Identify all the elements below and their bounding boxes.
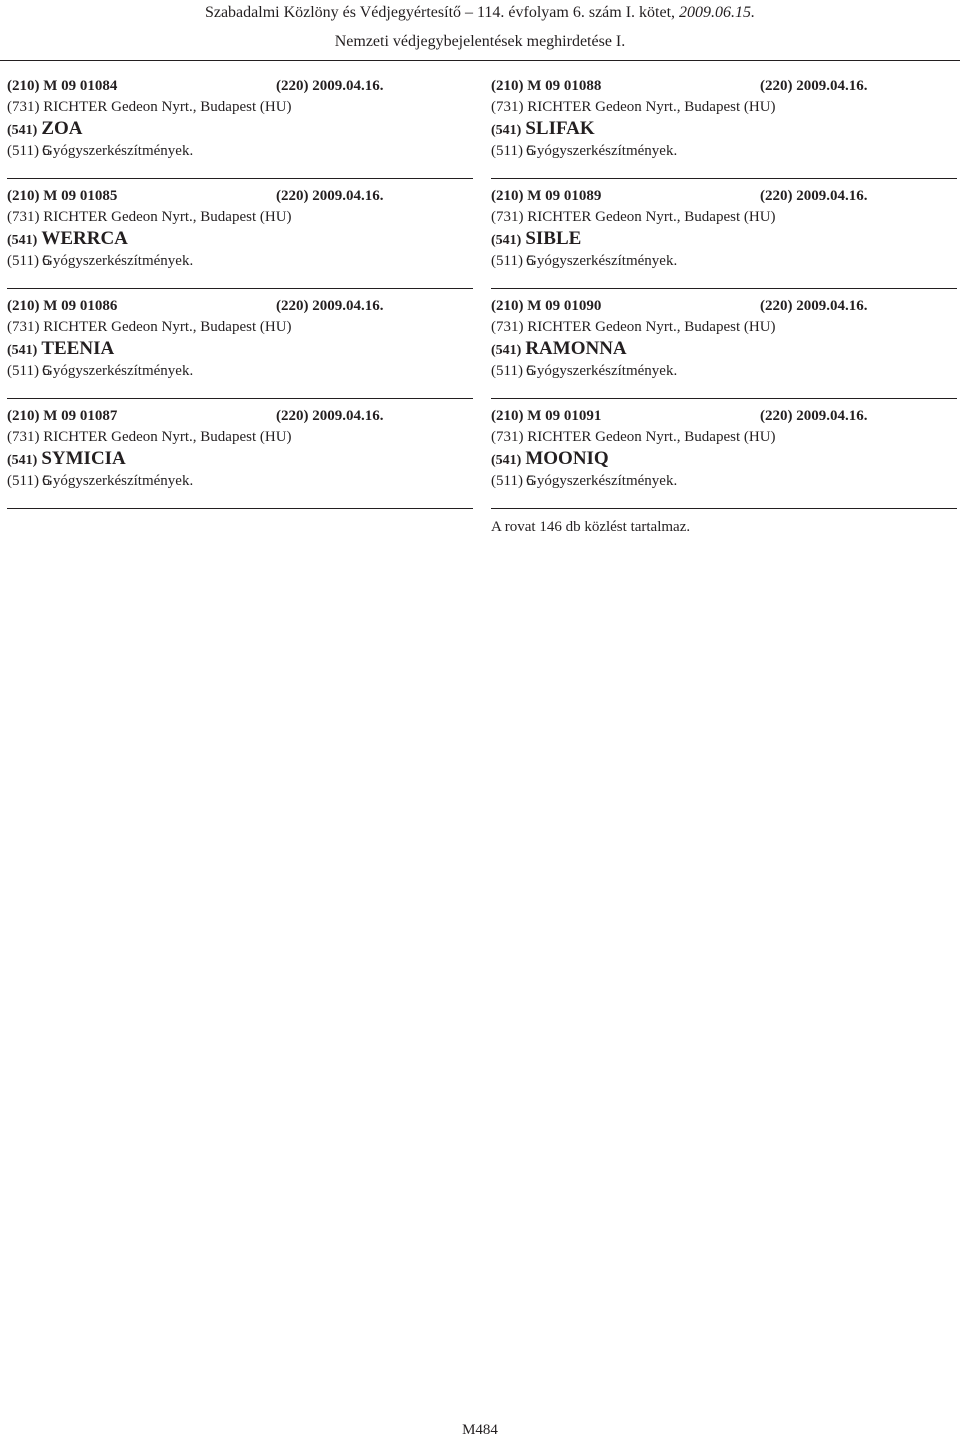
goods-description: Gyógyszerkészítmények. [42, 143, 194, 159]
section-title: Nemzeti védjegybejelentések meghirdetése I. [334, 33, 626, 50]
filing-date: (220) 2009.04.16. [276, 78, 384, 94]
page-number: M484 [462, 1422, 498, 1438]
trademark-name: RAMONNA [525, 338, 627, 359]
class-code: (511) 5 [491, 363, 535, 379]
trademark-entry [7, 290, 478, 398]
filing-date: (220) 2009.04.16. [276, 298, 384, 314]
page-header [0, 2, 960, 52]
goods-description: Gyógyszerkészítmények. [42, 253, 194, 269]
application-number: (210) M 09 01091 [491, 408, 602, 424]
holder: (731) RICHTER Gedeon Nyrt., Budapest (HU) [491, 209, 776, 225]
filing-date: (220) 2009.04.16. [760, 298, 868, 314]
holder: (731) RICHTER Gedeon Nyrt., Budapest (HU) [491, 99, 776, 115]
class-code: (511) 5 [7, 143, 51, 159]
mark-code: (541) [491, 123, 522, 138]
holder: (731) RICHTER Gedeon Nyrt., Budapest (HU) [491, 319, 776, 335]
header-divider [0, 60, 960, 61]
application-number: (210) M 09 01086 [7, 298, 118, 314]
left-column [7, 70, 478, 510]
holder: (731) RICHTER Gedeon Nyrt., Budapest (HU) [7, 209, 292, 225]
trademark-entry [491, 180, 960, 288]
trademark-entry [7, 70, 478, 178]
mark-code: (541) [7, 233, 38, 248]
trademark-name: ZOA [41, 118, 83, 139]
class-code: (511) 5 [7, 253, 51, 269]
class-code: (511) 5 [7, 473, 51, 489]
class-code: (511) 5 [7, 363, 51, 379]
mark-code: (541) [491, 233, 522, 248]
mark-code: (541) [7, 343, 38, 358]
application-number: (210) M 09 01085 [7, 188, 118, 204]
entry-divider [7, 288, 473, 289]
class-code: (511) 5 [491, 143, 535, 159]
entry-divider [7, 508, 473, 509]
filing-date: (220) 2009.04.16. [760, 188, 868, 204]
mark-code: (541) [491, 343, 522, 358]
filing-date: (220) 2009.04.16. [760, 408, 868, 424]
holder: (731) RICHTER Gedeon Nyrt., Budapest (HU) [7, 429, 292, 445]
application-number: (210) M 09 01090 [491, 298, 602, 314]
trademark-name: TEENIA [41, 338, 115, 359]
trademark-entry [7, 180, 478, 288]
trademark-entry [7, 400, 478, 508]
trademark-name: SIBLE [525, 228, 582, 249]
class-code: (511) 5 [491, 473, 535, 489]
right-column [491, 70, 960, 538]
trademark-entry [491, 400, 960, 508]
filing-date: (220) 2009.04.16. [760, 78, 868, 94]
trademark-entry [491, 290, 960, 398]
goods-description: Gyógyszerkészítmények. [526, 253, 678, 269]
filing-date: (220) 2009.04.16. [276, 188, 384, 204]
mark-code: (541) [7, 453, 38, 468]
goods-description: Gyógyszerkészítmények. [42, 473, 194, 489]
application-number: (210) M 09 01088 [491, 78, 602, 94]
trademark-entry [491, 70, 960, 178]
mark-code: (541) [491, 453, 522, 468]
entry-divider [7, 178, 473, 179]
entry-divider [491, 508, 957, 509]
holder: (731) RICHTER Gedeon Nyrt., Budapest (HU) [491, 429, 776, 445]
holder: (731) RICHTER Gedeon Nyrt., Budapest (HU) [7, 99, 292, 115]
application-number: (210) M 09 01089 [491, 188, 602, 204]
journal-title: Szabadalmi Közlöny és Védjegyértesítő – 114. évfolyam 6. szám I. kötet, [204, 4, 676, 21]
entry-divider [491, 398, 957, 399]
entry-divider [7, 398, 473, 399]
goods-description: Gyógyszerkészítmények. [42, 363, 194, 379]
journal-title-line [0, 2, 960, 23]
filing-date: (220) 2009.04.16. [276, 408, 384, 424]
holder: (731) RICHTER Gedeon Nyrt., Budapest (HU) [7, 319, 292, 335]
entry-divider [491, 288, 957, 289]
class-code: (511) 5 [491, 253, 535, 269]
trademark-name: SLIFAK [525, 118, 595, 139]
section-summary: A rovat 146 db közlést tartalmaz. [491, 519, 691, 535]
mark-code: (541) [7, 123, 38, 138]
goods-description: Gyógyszerkészítmények. [526, 473, 678, 489]
trademark-name: MOONIQ [525, 448, 609, 469]
issue-date: 2009.06.15. [679, 4, 756, 21]
application-number: (210) M 09 01087 [7, 408, 118, 424]
trademark-name: SYMICIA [41, 448, 126, 469]
goods-description: Gyógyszerkészítmények. [526, 143, 678, 159]
trademark-name: WERRCA [41, 228, 128, 249]
goods-description: Gyógyszerkészítmények. [526, 363, 678, 379]
application-number: (210) M 09 01084 [7, 78, 118, 94]
entry-divider [491, 178, 957, 179]
